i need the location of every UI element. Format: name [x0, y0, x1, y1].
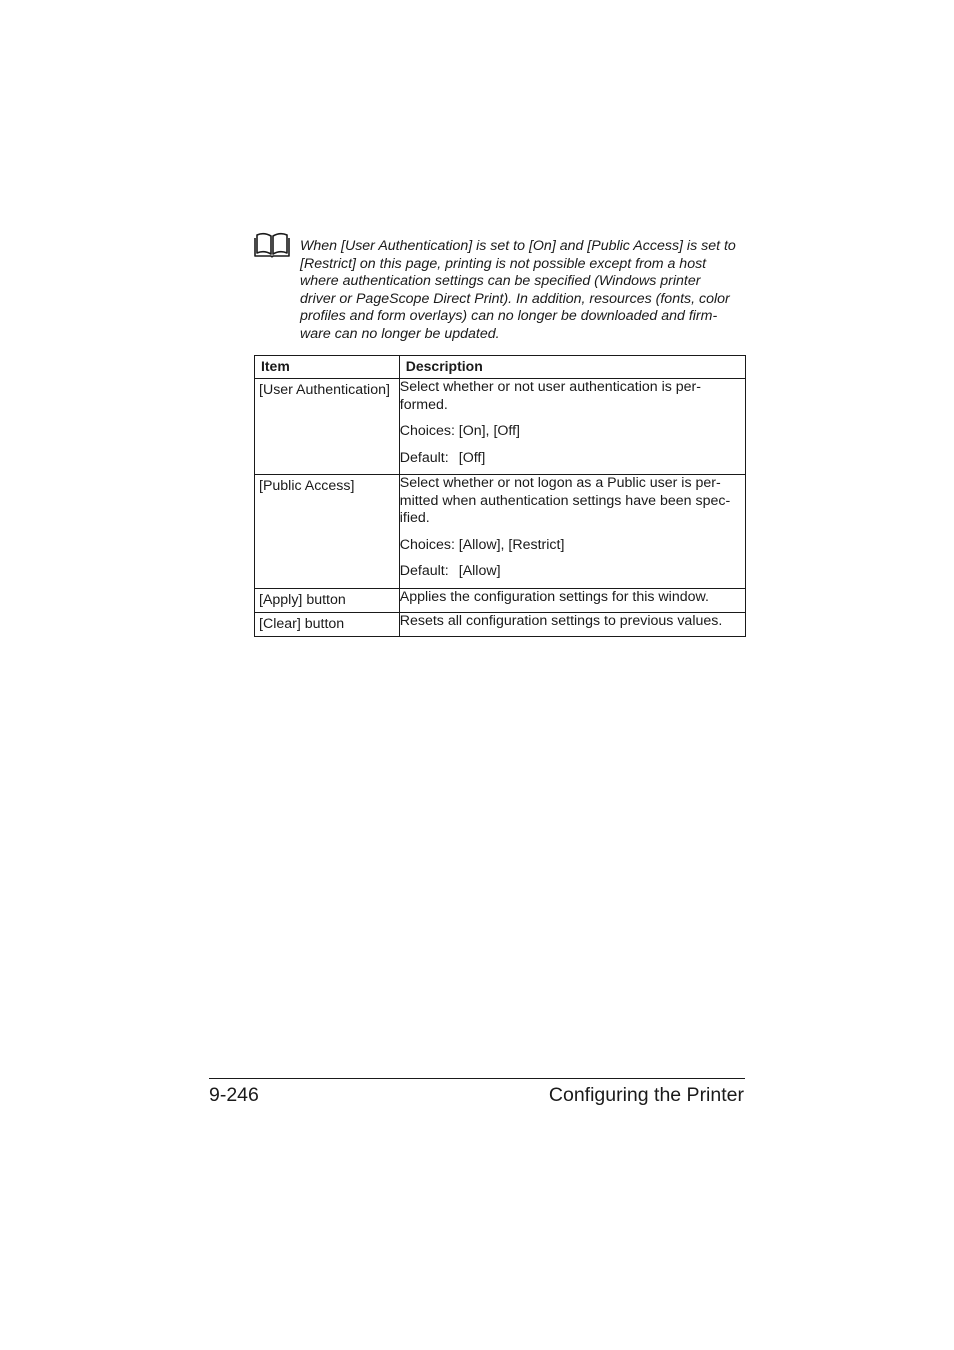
- note-line: driver or PageScope Direct Print). In addition, resources (fonts, color: [300, 290, 730, 307]
- default-line: [400, 563, 745, 581]
- default-line: [400, 450, 745, 468]
- description-line: Select whether or not logon as a Public user is per-: [399, 475, 721, 491]
- item-label: [Clear] button: [259, 616, 345, 632]
- choices-value: [On], [Off]: [458, 423, 520, 440]
- page-number: 9-246: [209, 1084, 259, 1106]
- choices-label: Choices:: [399, 536, 455, 553]
- description-cell: [399, 475, 745, 589]
- default-value: [Off]: [458, 449, 486, 466]
- description-line: mitted when authentication settings have been spec-: [399, 492, 731, 509]
- note-line: where authentication settings can be specified (Windows printer: [300, 273, 701, 290]
- table-row: [255, 379, 746, 475]
- description-text: [400, 475, 745, 528]
- item-label: [Public Access]: [259, 478, 355, 494]
- default-value: [Allow]: [458, 563, 501, 580]
- book-icon: [254, 230, 290, 258]
- item-cell: [255, 379, 400, 475]
- footer-divider: [209, 1078, 745, 1079]
- choices-label: Choices:: [399, 423, 455, 440]
- description-text: Resets all configuration settings to previous values.: [399, 613, 723, 629]
- description-line: formed.: [399, 396, 448, 413]
- description-cell: [399, 589, 745, 613]
- note-line: When [User Authentication] is set to [On] and [Public Access] is set to: [300, 238, 736, 254]
- column-header-description: Description: [399, 356, 745, 379]
- section-title: Configuring the Printer: [548, 1084, 744, 1106]
- item-label: [User Authentication]: [259, 382, 390, 398]
- note-text: [300, 238, 750, 344]
- note-line: [Restrict] on this page, printing is not possible except from a host: [300, 255, 707, 272]
- choices-line: [400, 423, 745, 441]
- description-text: [400, 379, 745, 414]
- note-line: ware can no longer be updated.: [300, 325, 500, 342]
- settings-table: [254, 355, 746, 637]
- description-cell: [399, 613, 745, 637]
- default-label: Default:: [399, 449, 449, 466]
- choices-line: [400, 537, 745, 555]
- item-cell: [255, 613, 400, 637]
- column-header-item: Item: [255, 356, 400, 379]
- default-label: Default:: [399, 563, 449, 580]
- table-row: [255, 613, 746, 637]
- description-line: ified.: [399, 510, 430, 527]
- description-text: Applies the configuration settings for this window.: [399, 589, 709, 605]
- description-line: Select whether or not user authentication is per-: [399, 379, 702, 395]
- item-label: [Apply] button: [259, 592, 346, 608]
- choices-value: [Allow], [Restrict]: [458, 536, 565, 553]
- note-line: profiles and form overlays) can no longer be downloaded and firm-: [300, 308, 718, 325]
- item-cell: [255, 589, 400, 613]
- item-cell: [255, 475, 400, 589]
- table-row: [255, 475, 746, 589]
- description-cell: [399, 379, 745, 475]
- table-row: [255, 589, 746, 613]
- table-header-row: [255, 356, 746, 379]
